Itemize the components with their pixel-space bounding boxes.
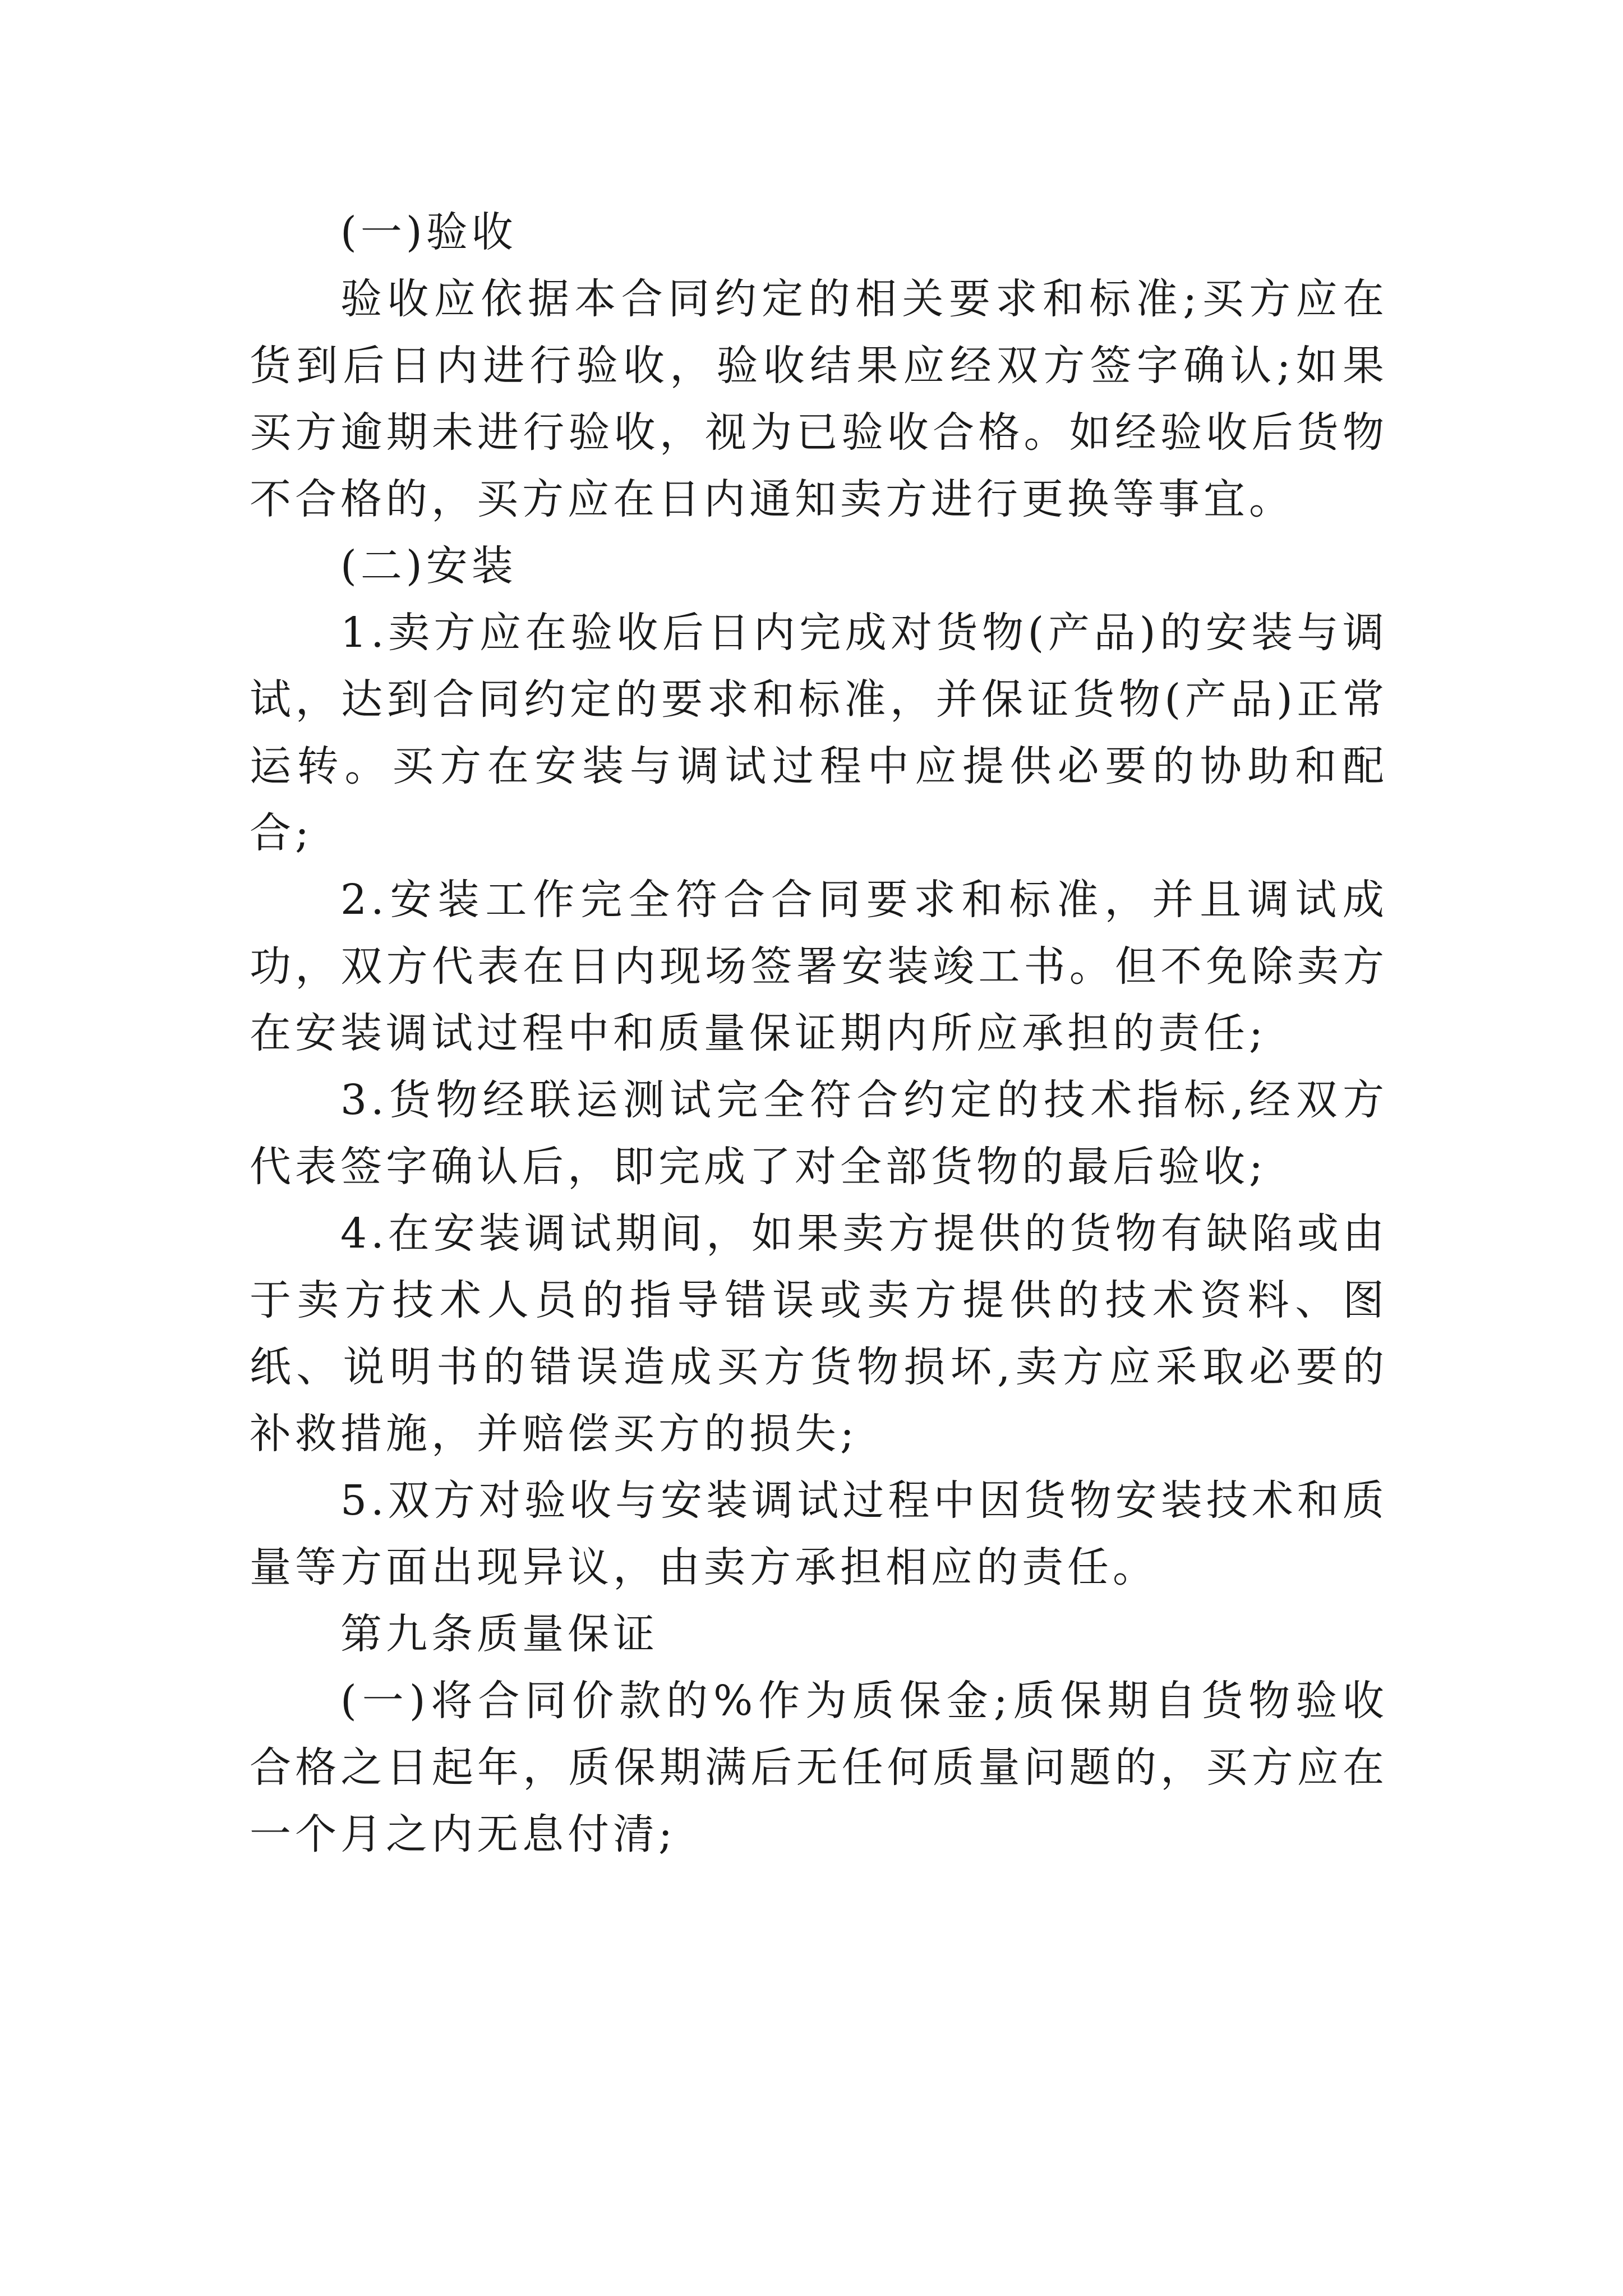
- installation-item-1: 1.卖方应在验收后日内完成对货物(产品)的安装与调试，达到合同约定的要求和标准，并保证货物(产品)正常运转。买方在安装与调试过程中应提供必要的协助和配合;: [250, 609, 1388, 857]
- installation-item-5: 5.双方对验收与安装调试过程中因货物安装技术和质量等方面出现异议，由卖方承担相应的责任。: [250, 1476, 1388, 1591]
- installation-item-2: 2.安装工作完全符合合同要求和标准，并且调试成功，双方代表在日内现场签署安装竣工书。但不免除卖方在安装调试过程中和质量保证期内所应承担的责任;: [250, 876, 1388, 1057]
- paragraph-acceptance-terms: 验收应依据本合同约定的相关要求和标准;买方应在货到后日内进行验收，验收结果应经双方签字确认;如果买方逾期未进行验收，视为已验收合格。如经验收后货物不合格的，买方应在日内通知卖方进行更换等事宜。: [250, 275, 1388, 523]
- document-body: [250, 199, 1388, 1868]
- installation-item-4: 4.在安装调试期间，如果卖方提供的货物有缺陷或由于卖方技术人员的指导错误或卖方提供的技术资料、图纸、说明书的错误造成买方货物损坏,卖方应采取必要的补救措施，并赔偿买方的损失;: [250, 1209, 1388, 1458]
- installation-item-3: 3.货物经联运测试完全符合约定的技术指标,经双方代表签字确认后，即完成了对全部货物的最后验收;: [250, 1076, 1388, 1191]
- heading-article-9-quality-guarantee: 第九条质量保证: [340, 1610, 658, 1658]
- heading-installation: (二)安装: [340, 542, 517, 590]
- heading-acceptance: (一)验收: [340, 208, 517, 256]
- quality-guarantee-item-1: (一)将合同价款的%作为质保金;质保期自货物验收合格之日起年，质保期满后无任何质量问题的，买方应在一个月之内无息付清;: [250, 1677, 1388, 1858]
